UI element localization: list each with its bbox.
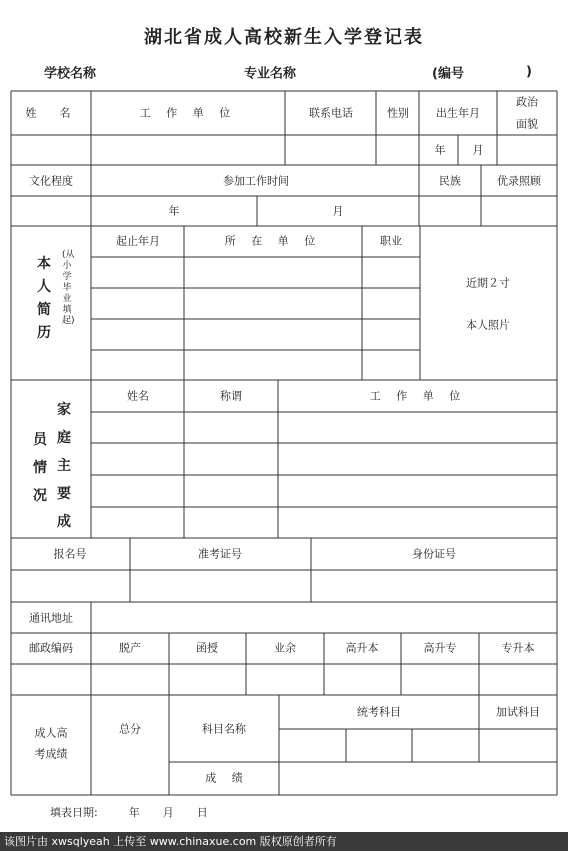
admission-label: 优录照顾 — [497, 174, 541, 188]
politics-label-1: 政治 — [516, 95, 538, 109]
fill-date-label: 填表日期: — [50, 806, 98, 819]
family-work-unit-label: 工 作 单 位 — [369, 389, 467, 403]
copyright-footer: 该图片由 xwsqlyeah 上传至 www.chinaxue.com 版权原创者所有 — [0, 832, 568, 851]
family-name-label: 姓名 — [127, 389, 149, 403]
resume-from-to-label: 起止年月 — [116, 234, 160, 248]
politics-label-2: 面貌 — [516, 117, 538, 131]
family-label-col1: 家庭主要成 — [57, 402, 71, 530]
photo-label-2: 本人照片 — [466, 318, 510, 332]
form-title: 湖北省成人高校新生入学登记表 — [144, 27, 424, 48]
birth-year: 年 — [434, 143, 446, 157]
total-score-label: 总分 — [119, 722, 141, 736]
hs-to-associate-label: 高升专 — [423, 641, 457, 655]
reg-no-label: 报名号 — [53, 547, 87, 561]
postcode-label: 邮政编码 — [29, 641, 73, 655]
resume-label: 本人简历 — [37, 256, 51, 341]
work-unit-label: 工 作 单 位 — [139, 106, 237, 120]
unified-subjects-label: 统考科目 — [357, 705, 401, 719]
birth-label: 出生年月 — [436, 106, 480, 120]
address-label: 通讯地址 — [29, 611, 73, 625]
number-close: ) — [526, 64, 532, 80]
correspondence-label: 函授 — [196, 641, 218, 655]
school-name-label: 学校名称 — [44, 66, 97, 82]
resume-note: (从小学毕业填起) — [62, 250, 75, 326]
education-label: 文化程度 — [29, 174, 73, 188]
subject-name-label: 科目名称 — [202, 722, 246, 736]
fill-date-line — [50, 804, 208, 820]
resume-unit-label: 所 在 单 位 — [224, 234, 322, 248]
birth-month: 月 — [472, 143, 484, 157]
id-no-label: 身份证号 — [412, 547, 456, 561]
resume-job-label: 职业 — [380, 234, 402, 248]
scores-label-2: 考成绩 — [34, 747, 68, 761]
gender-label: 性别 — [387, 106, 409, 120]
fill-date-day: 日 — [196, 806, 208, 819]
full-time-label: 脱产 — [119, 641, 141, 655]
number-label: (编号 — [432, 66, 464, 82]
work-start-month: 月 — [332, 204, 344, 218]
extra-subjects-label: 加试科目 — [496, 705, 540, 719]
score-label: 成 绩 — [205, 771, 249, 785]
fill-date-year: 年 — [128, 806, 140, 819]
work-start-year: 年 — [168, 204, 180, 218]
major-name-label: 专业名称 — [244, 66, 297, 82]
scores-label-1: 成人高 — [34, 726, 68, 740]
assoc-to-bachelor-label: 专升本 — [501, 641, 535, 655]
phone-label: 联系电话 — [309, 106, 353, 120]
hs-to-bachelor-label: 高升本 — [345, 641, 379, 655]
fill-date-month: 月 — [162, 806, 174, 819]
name-label: 姓 名 — [25, 106, 77, 120]
photo-label-1: 近期２寸 — [466, 276, 510, 290]
ethnicity-label: 民族 — [439, 174, 461, 188]
part-time-label: 业余 — [274, 641, 296, 655]
work-start-label: 参加工作时间 — [223, 174, 289, 188]
family-relation-label: 称谓 — [220, 389, 242, 403]
family-label-col2: 员情况 — [33, 432, 47, 504]
ticket-no-label: 准考证号 — [198, 547, 242, 561]
